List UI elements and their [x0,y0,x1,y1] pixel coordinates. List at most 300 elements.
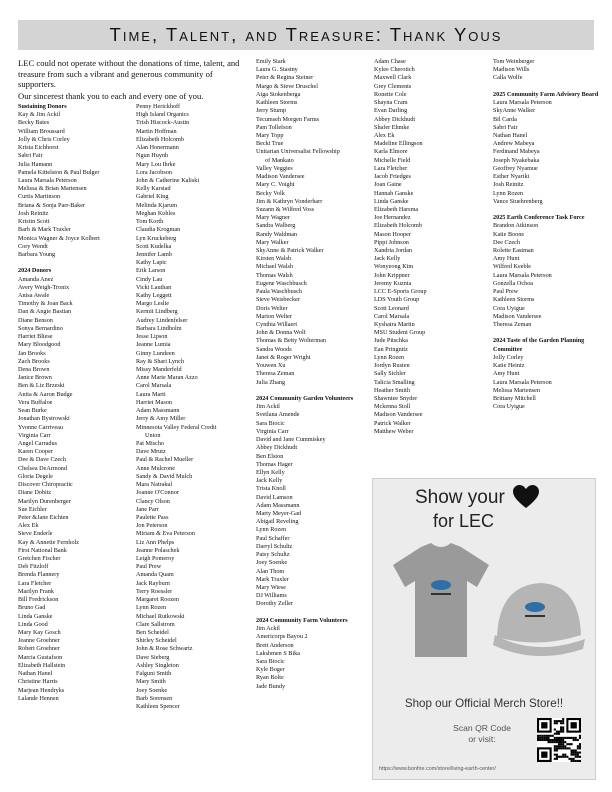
donor-name: Marilyn Frank [18,587,54,595]
donor-name: Sara Biocic [256,657,285,665]
donor-name: Audrey Lindenfelser [136,316,188,324]
donor-name: Madison Vandersee [493,312,542,320]
donor-name: Cory Wendt [18,242,48,250]
donor-name: Sandra Woods [256,345,292,353]
donor-name: David Lamson [256,493,293,501]
title-banner [18,20,594,50]
name-continuation: Union [145,431,161,439]
donor-name: Dee & Dave Czech [18,456,66,464]
donor-name: Marion Welter [256,312,292,320]
donor-name: Andrew Mabeya [493,140,535,148]
heart-icon [513,485,539,509]
donor-name: Thomas & Betty Wolterman [256,337,327,345]
donor-name: Jerry & Amy Miller [136,415,186,423]
donor-name: Julia Hamann [18,160,53,168]
donor-name: Paul Prew [493,288,519,296]
donor-name: Jade Bundy [256,682,286,690]
donor-name: Timothy & Joan Back [18,300,73,308]
donor-name: Patsy Schultz [256,551,290,559]
donor-name: Hannah Ganske [374,189,414,197]
donor-name: Avery Weigh-Tronix [18,283,70,291]
donor-name: Xandria Jordan [374,247,412,255]
merch-ad[interactable] [372,478,596,780]
donor-name: Krista Eichhorst [18,144,59,152]
donor-name: Sandy & David Mulch [136,472,193,480]
donor-name: Katie Heintz [493,362,525,370]
donor-name: Falguni Smith [136,670,172,678]
donor-name: Pamela Kittelston & Paul Bulger [18,168,100,176]
donor-name: Bil Carda [493,115,517,123]
donor-name: Adam Massmann [256,501,300,509]
donor-name: Jacob Friedges [374,173,411,181]
donor-name: Jim Ackil [256,625,280,633]
donor-name: Carol Marsala [136,382,172,390]
donor-name: Valley Veggies [256,164,293,172]
donor-name: Jolly Corley [493,353,524,361]
donor-name: Tecumseh Morgen Farms [256,115,320,123]
donor-name: DJ Williams [256,592,287,600]
tshirt-image [391,543,491,659]
donor-name: Mary Topp [256,131,284,139]
donor-name: Matthew Weber [374,427,414,435]
donor-name: Trish Hiscock-Austin [136,119,190,127]
donor-name: Sean Burke [18,407,47,415]
section-heading: 2024 Community Garden Volunteers [256,394,354,402]
donor-name: Meghan Kohles [136,209,176,217]
donor-name: Geoffrey Nyamue [493,164,538,172]
name-continuation: of Mankato [265,156,294,164]
donor-name: Sabri Fair [493,123,518,131]
donor-name: Cindy Lau [136,275,163,283]
donor-name: Karla Elmore [374,148,408,156]
donor-name: Jolly & Chris Corley [18,135,70,143]
donor-name: Janet & Roger Wright [256,353,311,361]
donor-name: Wilfred Keeble [493,263,532,271]
donor-name: Bruno Gad [18,604,46,612]
donor-name: John Krippner [374,271,410,279]
donor-name: Barb & Mark Traxler [18,226,71,234]
donor-name: Jack Kelly [374,255,401,263]
donor-name: Gloria Degele [18,472,53,480]
donor-name: Cora Uyigue [493,403,525,411]
donor-name: Mckenna Stoll [374,403,411,411]
donor-name: Joseph Nyakebaka [493,156,540,164]
donor-name: Unitarian Universalist Fellowship [256,148,340,156]
donor-name: Jeanne Lumia [136,341,171,349]
donor-name: Leigh Pomeroy [136,555,175,563]
donor-name: Paul Schaffer [256,534,290,542]
donor-name: MSU Student Group [374,329,426,337]
donor-name: Curtis Martinson [18,193,61,201]
donor-name: Vance Stuehrenberg [493,197,543,205]
donor-name: Kelly Karstad [136,185,171,193]
donor-name: Chelsea DeArmond [18,464,67,472]
donor-name: Talicia Smalling [374,378,415,386]
donor-name: Wonyeong Kim [374,263,414,271]
donor-name: Dave Sieberg [136,653,170,661]
donor-name: Mary Lou Ihrke [136,160,176,168]
donor-name: Liz Ann Phelps [136,538,175,546]
donor-name: Becky Bates [18,119,50,127]
donor-name: Thomas Walsh [256,271,293,279]
donor-name: Mary Wagner [256,214,290,222]
donor-name: Laura Marsala Peterson [493,99,552,107]
donor-name: Sue Eichler [18,505,47,513]
donor-name: Erik Larson [136,267,166,275]
or-visit-text: or visit: [468,734,496,744]
donor-name: Lynn Rozen [493,189,524,197]
donor-name: Amy Hunt [493,370,520,378]
donor-name: Cynthia Willaert [256,321,298,328]
donor-name: Steve Weisbecker [256,296,300,304]
donor-name: Jane Parr [136,505,159,513]
donor-name: Martin Hoffman [136,127,177,135]
donor-name: Kyle Boger [256,666,285,674]
donor-name: Nathan Hanel [18,670,53,678]
donor-name: Melissa & Brian Martensen [18,185,87,193]
list-spacer [493,329,603,337]
donor-name: Barbara Young [18,250,56,258]
donor-name: Marty Meyer-Gad [256,510,302,518]
donor-name: Virginia Carr [256,427,289,435]
donor-name: Kathleen Storms [256,99,298,107]
donor-name: Joanne O'Connor [136,489,179,497]
donor-name: Discover Chiropractic [18,481,73,489]
donor-name: Joan Gaine [374,181,402,189]
list-spacer [493,83,603,91]
donor-name: Karen Cooper [18,448,53,456]
donor-name: Miriam & Eva Peterson [136,530,195,538]
donor-name: Ellyn Kelly [256,468,285,476]
donor-name: Lara Fletcher [374,164,408,172]
donor-name: Shirley Scheidel [136,637,177,645]
donor-name: Theresa Zeman [256,370,295,378]
donor-name: Ean Pringnitz [374,345,408,353]
donor-name: Diane Benson [18,316,53,324]
donor-name: Missy Manderfeld [136,366,182,373]
donor-name: Alex Ek [374,131,395,139]
list-spacer [493,206,603,214]
donor-name: SkyAnne & Patrick Walker [256,247,324,255]
donor-name: Amy Hunt [493,255,520,263]
donor-name: Virginia Carr [18,431,51,439]
donor-name: Michael Walsh [256,263,294,271]
donor-name: Ginny Lundeen [136,349,175,357]
donor-name: Laura G. Stastny [256,66,298,74]
donor-name: Jennifer Lamb [136,250,172,258]
donor-name: Gretchen Fischer [18,555,61,563]
donor-name: Gonzella Ochoa [493,279,534,287]
donor-name: Sonya Bernardino [18,324,63,332]
names-column-2 [136,103,254,711]
donor-name: Nathan Hanel [493,131,528,139]
donor-name: Harriet Bliese [18,333,53,341]
donor-name: First National Bank [18,546,67,554]
donor-name: Jerry Stump [256,107,287,115]
donor-name: Ben Elston [256,452,284,460]
donor-name: Paul Prew [136,563,162,571]
donor-name: Julia Zhang [256,378,286,386]
donor-name: Peter &Jane Eichten [18,513,69,521]
donor-name: Madeline Ellingson [374,140,423,148]
donor-name: Shawntee Snyder [374,394,418,402]
names-column-5 [493,58,603,411]
donor-name: Kathy Lapic [136,259,167,267]
donor-name: Deb Fitzloff [18,563,49,571]
donor-name: Randy Waldman [256,230,298,238]
donor-name: Michelle Field [374,156,411,164]
donor-name: Becky Volk [256,189,285,197]
donor-name: Mary Smith [136,678,166,686]
donor-name: Brittany Mitchell [493,394,536,402]
names-column-1 [18,103,126,703]
section-heading: 2024 Community Farm Volunteers [256,616,348,624]
donor-name: Lara Fletcher [18,579,52,587]
donor-name: Kay & Jim Ackil [18,111,61,119]
donor-name: Kathleen Storms [493,296,535,304]
donor-name: Sabri Fair [18,152,43,160]
donor-name: Mary Bloodgood [18,341,61,349]
donor-name: Melinda Kjarum [136,201,178,209]
donor-name: Pam Tollefson [256,123,292,131]
donor-name: Gabriel King [136,193,169,201]
donor-name: Vicki Lauthan [136,283,172,291]
donor-name: Youwen Xu [256,362,286,370]
donor-name: Abbey Dickhudt [374,115,416,123]
donor-name: Kathy Leggett [136,292,172,300]
section-heading: 2025 Earth Conference Task Force [493,214,585,222]
donor-name: Lyn Kruckeberg [136,234,177,242]
page-title: Time, Talent, and Treasure: Thank Yous [109,24,503,45]
donor-name: Laura Marsala Peterson [18,176,77,184]
donor-name: Angel Carradus [18,439,58,447]
section-heading: 2024 Taste of the Garden Planning Committee [493,337,585,353]
donor-name: Alan Honermann [136,144,179,152]
donor-name: Adam Chase [374,58,406,65]
donor-name: Linda Ganske [374,197,409,205]
donor-name: Jonathan Bystrowski [18,415,70,423]
donor-name: Emily Stark [256,58,286,65]
donor-name: Margo Leslie [136,300,170,308]
intro-thanks: Our sincerest thank you to each and every one of you. [18,90,204,101]
donor-name: Mark Traxler [256,575,289,583]
donor-name: Elizabeth Holcomb [374,222,422,230]
donor-name: Joey Soenke [136,686,168,694]
donor-name: Laura Marsala Peterson [493,271,552,279]
donor-name: Yvonne Carriveau [18,423,63,431]
donor-name: Lynn Rozen [256,526,287,534]
donor-name: Calla Wolfe [493,74,523,82]
donor-name: Sandra Walberg [256,222,296,230]
donor-name: Mary Wiese [256,584,287,591]
donor-name: Pippi Johnson [374,238,409,246]
donor-name: Thomas Hager [256,460,293,468]
donor-name: Robert Groehner [18,645,60,653]
donor-name: Ashley Singleton [136,661,179,669]
donor-name: Jordyn Rusten [374,362,410,370]
donor-name: Brandon Atkinson [493,222,539,230]
donor-name: David and Jane Cummiskey [256,436,326,444]
donor-name: Patrick Walker [374,419,411,427]
donor-name: Marcia Gustafson [18,653,63,661]
donor-name: Marilyn Durenberger [18,497,71,505]
donor-name: SkyAnne Walker [493,107,536,115]
donor-name: Carol Marsala [374,312,410,320]
donor-name: Dave Mrutz [136,448,166,456]
donor-name: Bill Fredrickson [18,596,59,604]
donor-name: Kay & Annette Fernholz [18,538,80,546]
donor-name: Margo & Steve Druschel [256,82,318,90]
donor-name: Amanda Quam [136,571,174,579]
donor-name: Christine Harris [18,678,58,686]
donor-name: Ben Scheidel [136,629,169,636]
donor-name: Ryan Bolte [256,674,284,682]
intro-paragraph: LEC could not operate without the donations of time, talent, and treasure from such a vibrant and generous community of supporters. [18,58,240,90]
donor-name: Aiga Stokenberga [256,90,301,98]
donor-name: Shafer Ehmke [374,123,410,131]
donor-name: Steve Enderle [18,530,53,538]
donor-name: Clancy Olson [136,497,170,505]
donor-name: Brenda Flannery [18,571,60,579]
donor-name: Evan Darling [374,107,408,115]
donor-name: Laura Marsala Peterson [493,378,552,386]
donor-name: Ngun Huynh [136,152,169,160]
donor-name: Ben & Liz Brzeski [18,382,65,390]
donor-name: Minnesota Valley Federal Credit [136,423,217,431]
donor-name: Katie Boone [493,230,525,238]
donor-name: Kirsten Walsh [256,255,291,263]
donor-name: Jeanne Groehner [18,637,60,645]
donor-name: Trista Knoll [256,485,286,493]
donor-name: Sally Sichler [374,370,406,378]
donor-name: LDS Youth Group [374,296,420,304]
donor-name: Lora Jacobson [136,168,172,176]
donor-name: Darryl Schultz [256,542,293,550]
donor-name: Theresa Zeman [493,321,532,328]
donor-name: Jesse Lipson [136,333,168,341]
donor-name: Cora Uyigue [493,304,525,312]
donor-name: Elizabeth Holcomb [136,135,184,143]
cap-image [485,575,589,657]
qr-code[interactable] [537,718,581,762]
donor-name: Jude Pitschka [374,337,408,345]
donor-name: Joe Hernandez [374,214,411,222]
donor-name: Melissa Martensen [493,386,540,394]
donor-name: Jim & Kathryn Vonderharr [256,197,323,205]
section-heading: Sustaining Donors [18,103,67,110]
donor-name: Kermit Lindberg [136,308,178,316]
donor-name: Anita & Aaron Budge [18,390,73,398]
donor-name: Marjean Hendryks [18,686,65,694]
donor-name: Grey Clements [374,82,412,90]
donor-name: Jon Peterson [136,522,168,530]
donor-name: High Island Organics [136,111,189,119]
donor-name: Laura Marti [136,390,166,398]
donor-name: Barbara Lindholm [136,324,182,332]
donor-name: Clare Sallstrom [136,620,175,628]
donor-name: Dee Czech [493,238,520,246]
intro-section [18,58,248,101]
donor-name: Dan & Angie Bastian [18,308,72,316]
donor-name: Ray & Shari Lynch [136,357,184,365]
donor-name: Josh Reinitz [18,209,49,217]
donor-name: Dena Brown [18,366,50,373]
donor-name: Tom Korth [136,218,164,226]
donor-name: Americorps Bayou 2 [256,633,308,641]
donor-name: Sara Biocic [256,419,285,427]
merch-store-cta[interactable]: Shop our Official Merch Store!! [404,697,564,710]
donor-name: Paulette Pass [136,513,169,521]
donor-name: Diane Dobitz [18,489,52,497]
donor-name: Shayna Cram [374,99,408,107]
donor-name: Monica Wagner & Joyce Kolbert [18,234,100,242]
donor-name: Rolette Eastman [493,247,534,255]
section-heading: 2024 Donors [18,267,52,275]
donor-name: Kathleen Spencer [136,702,180,710]
merch-headline-1: Show your [415,487,505,508]
donor-name: Josh Reinitz [493,181,524,189]
donor-name: Jim Ackil [256,403,280,411]
donor-name: John & Donna Wolf [256,329,306,337]
donor-name: Dorothy Zeller [256,600,293,608]
donor-name: Jan Brooks [18,349,46,357]
donor-name: Jeanne Polaschek [136,546,180,554]
donor-name: Scott Leonard [374,304,409,312]
donor-name: Kristin Scott [18,218,50,226]
donor-name: Mara Natrakul [136,481,173,489]
donor-name: Lynn Rozen [136,604,167,612]
donor-name: Peter & Regina Steiner [256,74,314,82]
merch-store-url[interactable]: https://www.bonfire.com/store/living-earth-center/ [379,766,496,772]
donor-name: Anne Mulcrone [136,464,176,472]
donor-name: Madison Wills [493,66,530,74]
donor-name: Madison Vandersee [256,173,305,181]
donor-name: Claudia Krogman [136,226,181,234]
donor-name: Kylee Cherotich [374,66,415,74]
donor-name: Anne Marie Maran Azzo [136,374,198,382]
list-spacer [256,609,364,617]
donor-name: Paula Waschbusch [256,288,302,296]
donor-name: Kyshaira Martin [374,321,415,328]
donor-name: Linda Ganske [18,612,53,620]
donor-name: Mary Walker [256,238,289,246]
donor-name: Maxwell Clark [374,74,412,82]
names-column-4 [374,58,482,436]
donor-name: Jack Rayburn [136,579,170,587]
donor-name: Lakshmen S Bika [256,649,300,657]
donor-name: Doris Welter [256,304,288,312]
donor-name: Vera Buffaloe [18,398,53,406]
donor-name: Lalande Hennen [18,694,59,702]
donor-name: Margaret Roozen [136,596,180,604]
donor-name: John & Catherine Kaliski [136,176,200,184]
donor-name: Penny Herickhoff [136,103,181,110]
donor-name: Brett Anderson [256,641,294,649]
scan-qr-text: Scan QR Code [453,723,511,733]
donor-name: Briana & Sonja Parr-Baker [18,201,86,209]
donor-name: Madison Vandersee [374,411,423,419]
donor-name: Jeremy Kuznia [374,279,412,287]
donor-name: Linda Good [18,620,48,628]
donor-name: Abigail Reveling [256,518,299,526]
merch-headline-2: for LEC [433,511,495,531]
donor-name: Harriet Mason [136,398,172,406]
donor-name: Mary Kay Gosch [18,629,61,636]
donor-name: Alan Thom [256,567,285,575]
donor-name: Anisa Awale [18,292,50,300]
donor-name: LCC E-Sports Group [374,288,427,296]
donor-name: Mason Hooper [374,230,411,238]
